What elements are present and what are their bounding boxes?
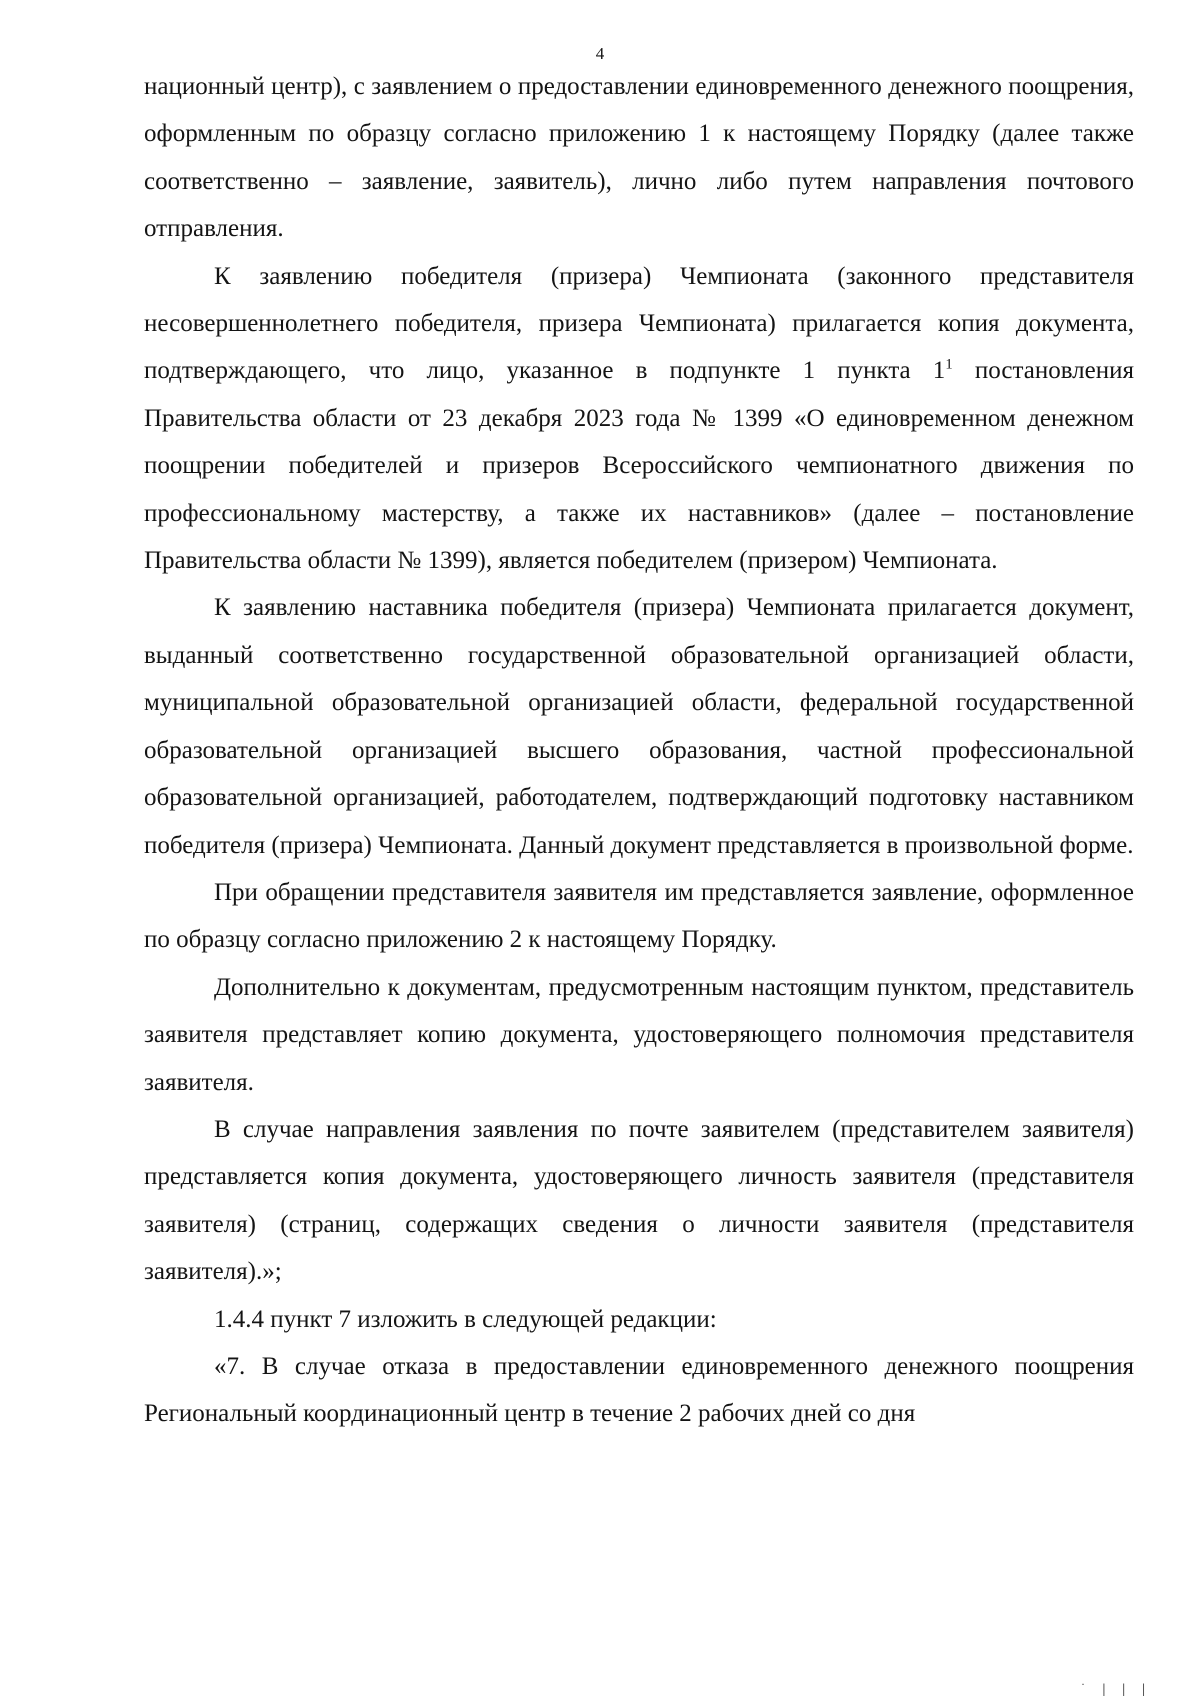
superscript-number: 1	[945, 357, 953, 374]
document-body	[144, 63, 1134, 1438]
paragraph-refusal-clause: «7. В случае отказа в предоставлении единовременного денежного поощрения Региональный координационный центр в течение 2 рабочих дней со дня	[144, 1352, 1134, 1428]
paragraph-amendment-item: 1.4.4 пункт 7 изложить в следующей редакции:	[214, 1305, 717, 1333]
paragraph-additional-documents: Дополнительно к документам, предусмотренным настоящим пунктом, представитель заявителя представляет копию документа, удостоверяющего полномочия представителя заявителя.	[144, 973, 1134, 1096]
paragraph-text: постановления Правительства области от 23 декабря 2023 года № 1399 «О единовременном денежном поощрении победителей и призеров Всероссийского чемпионатного движения по профессиональному мастерству, а также их наставников» (далее – постановление Правительства области № 1399), является победителем (призером) Чемпионата.	[144, 357, 1134, 575]
paragraph-winner-application	[144, 253, 1134, 585]
paragraph-text: К заявлению победителя (призера) Чемпионата (законного представителя несовершеннолетнего победителя, призера Чемпионата) прилагается копия документа, подтверждающего, что лицо, указанное в подпункте 1 пункта 1	[144, 262, 1134, 385]
page-number: 4	[595, 44, 605, 63]
paragraph-continuation: национный центр), с заявлением о предоставлении единовременного денежного поощрения, оформленным по образцу согласно приложению 1 к настоящему Порядку (далее также соответственно – заявление, заявитель), лично либо путем направления почтового отправления.	[144, 73, 1134, 243]
paragraph-mentor-application: К заявлению наставника победителя (призера) Чемпионата прилагается документ, выданный соответственно государственной образовательной организацией области, муниципальной образовательной организацией области, федеральной государственной образовательной организацией высшего образования, частной профессиональной образовательной организацией, работодателем, подтверждающий подготовку наставником победителя (призера) Чемпионата. Данный документ представляется в произвольной форме.	[144, 594, 1134, 859]
paragraph-representative-application: При обращении представителя заявителя им представляется заявление, оформленное по образцу согласно приложению 2 к настоящему Порядку.	[144, 878, 1134, 954]
paragraph-postal-submission: В случае направления заявления по почте заявителем (представителем заявителя) представляется копия документа, удостоверяющего личность заявителя (представителя заявителя) (страниц, содержащих сведения о личности заявителя (представителя заявителя).»;	[144, 1115, 1134, 1286]
scan-edge-marks: ˙ | | |	[1080, 1682, 1152, 1696]
